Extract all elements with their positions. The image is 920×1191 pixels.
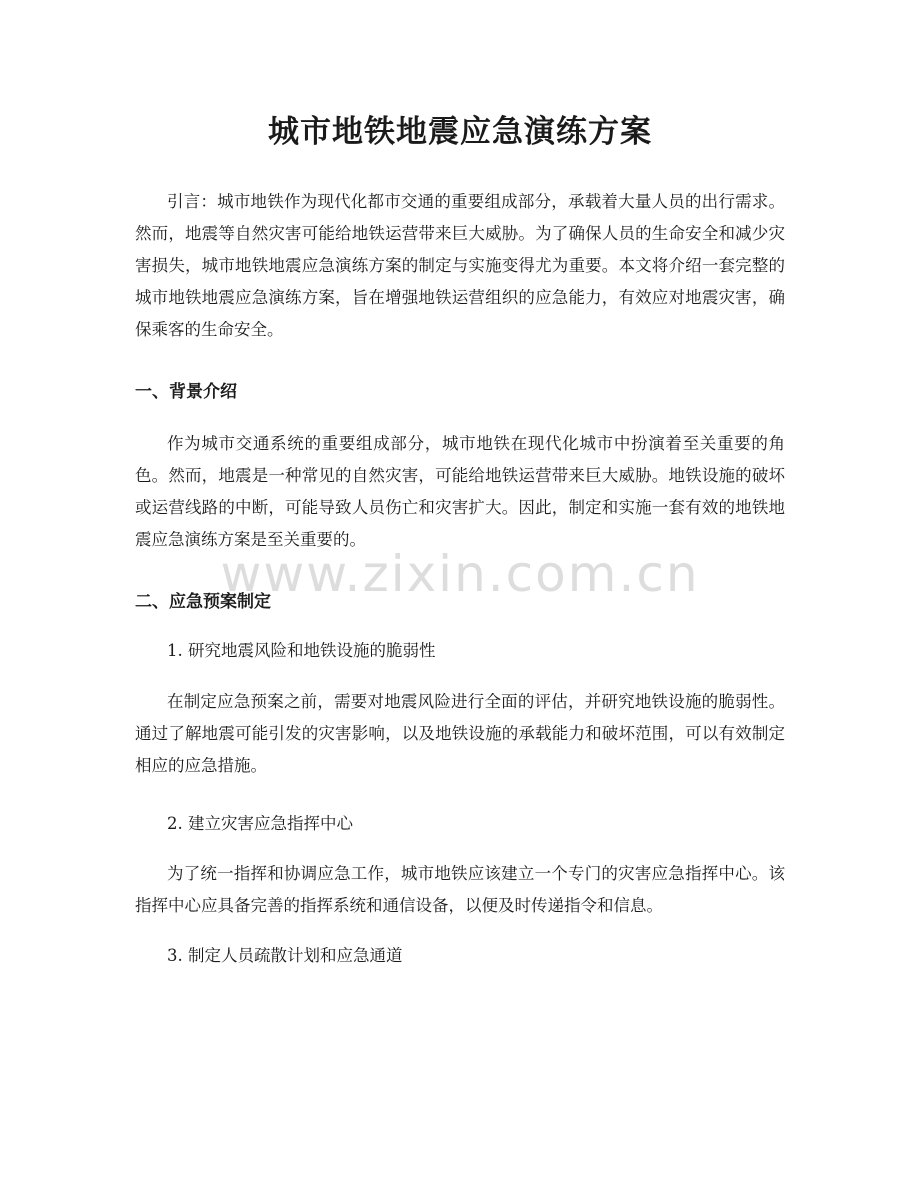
section-heading-background: 一、背景介绍 <box>135 382 237 402</box>
background-paragraph: 作为城市交通系统的重要组成部分，城市地铁在现代化城市中扮演着至关重要的角色。然而，地震是一种常见的自然灾害，可能给地铁运营带来巨大威胁。地铁设施的破坏或运营线路的中断，可能导致人员伤亡和灾害扩大。因此，制定和实施一套有效的地铁地震应急演练方案是至关重要的。 <box>135 434 785 549</box>
subsection-body-2: 为了统一指挥和协调应急工作，城市地铁应该建立一个专门的灾害应急指挥中心。该指挥中心应具备完善的指挥系统和通信设备，以便及时传递指令和信息。 <box>135 864 785 915</box>
section-heading-plan: 二、应急预案制定 <box>135 592 271 612</box>
intro-paragraph: 引言：城市地铁作为现代化都市交通的重要组成部分，承载着大量人员的出行需求。然而，地震等自然灾害可能给地铁运营带来巨大威胁。为了确保人员的生命安全和减少灾害损失，城市地铁地震应急演练方案的制定与实施变得尤为重要。本文将介绍一套完整的城市地铁地震应急演练方案，旨在增强地铁运营组织的应急能力，有效应对地震灾害，确保乘客的生命安全。 <box>135 192 785 339</box>
document-title: 城市地铁地震应急演练方案 <box>268 114 652 150</box>
subsection-title-2: 2. 建立灾害应急指挥中心 <box>167 814 353 833</box>
subsection-title-1: 1. 研究地震风险和地铁设施的脆弱性 <box>167 641 436 660</box>
subsection-title-3: 3. 制定人员疏散计划和应急通道 <box>167 946 403 965</box>
watermark: www.zixin.com.cn <box>220 545 700 603</box>
subsection-body-1: 在制定应急预案之前，需要对地震风险进行全面的评估，并研究地铁设施的脆弱性。通过了解地震可能引发的灾害影响，以及地铁设施的承载能力和破坏范围，可以有效制定相应的应急措施。 <box>135 692 785 775</box>
